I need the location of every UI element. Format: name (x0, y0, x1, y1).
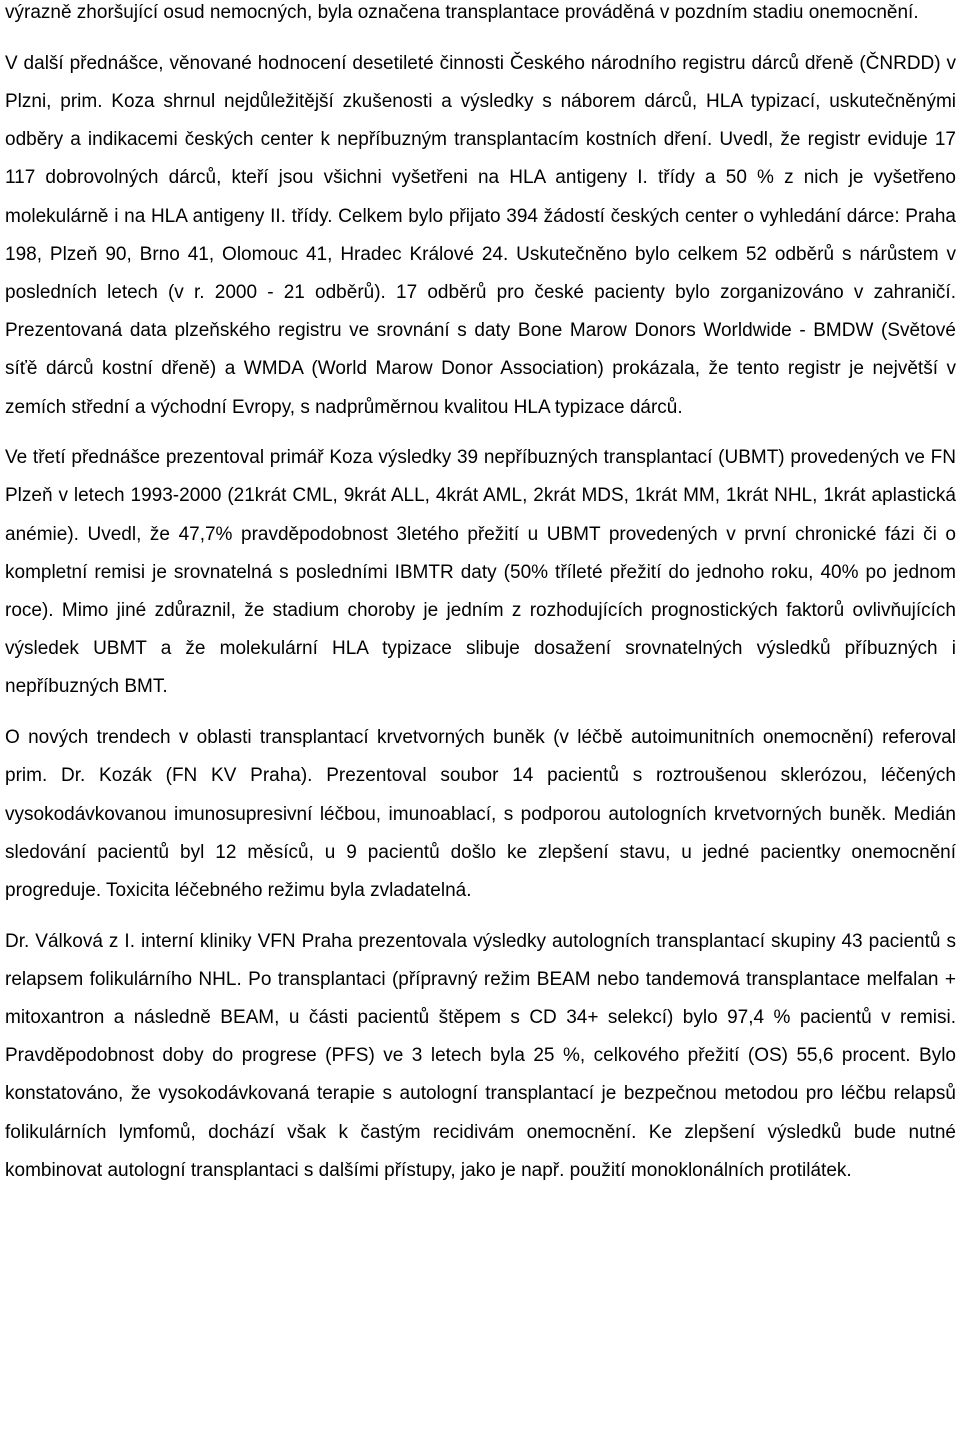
paragraph-autoimmune-trends: O nových trendech v oblasti transplantací krvetvorných buněk (v léčbě autoimunitních onemocnění) referoval prim. Dr. Kozák (FN KV Praha). Prezentoval soubor 14 pacientů s roztroušenou sklerózou, léčených vysokodávkovanou imunosupresivní léčbou, imunoablací, s podporou autologních krvetvorných buněk. Medián sledování pacientů byl 12 měsíců, u 9 pacientů došlo ke zlepšení stavu, u jedné pacientky onemocnění progreduje. Toxicita léčebného režimu byla zvladatelná. (5, 727, 956, 901)
paragraph-registry-report: V další přednášce, věnované hodnocení desetileté činnosti Českého národního registru dárců dřeně (ČNRDD) v Plzni, prim. Koza shrnul nejdůležitější zkušenosti a výsledky s náborem dárců, HLA typizací, uskutečněnými odběry a indikacemi českých center k nepříbuzným transplantacím kostních dření. Uvedl, že registr eviduje 17 117 dobrovolných dárců, kteří jsou všichni vyšetřeni na HLA antigeny I. třídy a 50 % z nich je vyšetřeno molekulárně i na HLA antigeny II. třídy. Celkem bylo přijato 394 žádostí českých center o vyhledání dárce: Praha 198, Plzeň 90, Brno 41, Olomouc 41, Hradec Králové 24. Uskutečněno bylo celkem 52 odběrů s nárůstem v posledních letech (v r. 2000 - 21 odběrů). 17 odběrů pro české pacienty bylo zorganizováno v zahraničí. Prezentovaná data plzeňského registru ve srovnání s daty Bone Marow Donors Worldwide - BMDW (Světové síťě dárců kostní dřeně) a WMDA (World Marow Donor Association) prokázala, že tento registr je největší v zemích střední a východní Evropy, s nadprůměrnou kvalitou HLA typizace dárců. (5, 52, 956, 418)
paragraph-follicular-nhl: Dr. Válková z I. interní kliniky VFN Praha prezentovala výsledky autologních transplantací skupiny 43 pacientů s relapsem folikulárního NHL. Po transplantaci (přípravný režim BEAM nebo tandemová transplantace melfalan + mitoxantron a následně BEAM, u části pacientů štěpem s CD 34+ selekcí) bylo 97,4 % pacientů v remisi. Pravděpodobnost doby do progrese (PFS) ve 3 letech byla 25 %, celkového přežití (OS) 55,6 procent. Bylo konstatováno, že vysokodávkovaná terapie s autologní transplantací je bezpečnou metodou pro léčbu relapsů folikulárních lymfomů, dochází však k častým recidivám onemocnění. Ke zlepšení výsledků bude nutné kombinovat autologní transplantaci s dalšími přístupy, jako je např. použití monoklonálních protilátek. (5, 930, 956, 1181)
paragraph-ubmt-results: Ve třetí přednášce prezentoval primář Koza výsledky 39 nepříbuzných transplantací (UBMT) provedených ve FN Plzeň v letech 1993-2000 (21krát CML, 9krát ALL, 4krát AML, 2krát MDS, 1krát MM, 1krát NHL, 1krát aplastická anémie). Uvedl, že 47,7% pravděpodobnost 3letého přežití u UBMT provedených v první chronické fázi či o kompletní remisi je srovnatelná s posledními IBMTR daty (50% tříleté přežití do jednoho roku, 40% po jednom roce). Mimo jiné zdůraznil, že stadium choroby je jedním z rozhodujících prognostických faktorů ovlivňujících výsledek UBMT a že molekulární HLA typizace slibuje dosažení srovnatelných výsledků příbuzných i nepříbuzných BMT. (5, 447, 956, 698)
paragraph-transplant-late-stage: výrazně zhoršující osud nemocných, byla označena transplantace prováděná v pozdním stadiu onemocnění. (5, 2, 919, 23)
